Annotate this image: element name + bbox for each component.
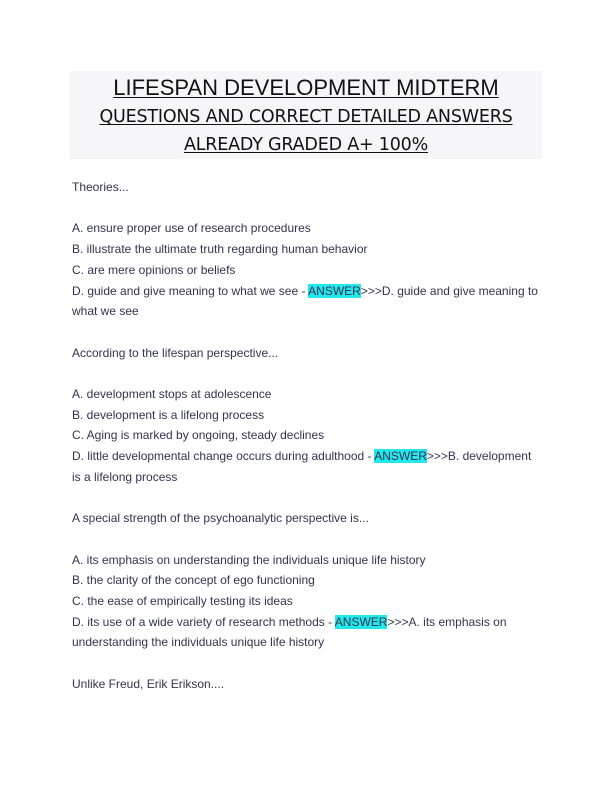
spacer <box>72 529 542 550</box>
correct-answer-continuation: what we see <box>72 304 139 319</box>
spacer <box>72 488 542 509</box>
answer-option: B. the clarity of the concept of ego functioning <box>72 573 315 588</box>
answer-option: C. Aging is marked by ongoing, steady declines <box>72 428 325 443</box>
question-prompt: Theories... <box>72 180 129 194</box>
title-line-3: ALREADY GRADED A+ 100% <box>183 135 429 155</box>
answer-option: B. development is a lifelong process <box>72 407 265 422</box>
question-prompt: According to the lifespan perspective... <box>72 345 279 360</box>
document-header <box>70 71 542 159</box>
answer-option-with-answer <box>72 446 542 467</box>
answer-option-with-answer <box>72 281 542 302</box>
document-body <box>72 177 542 694</box>
answer-arrow: >>> <box>426 449 448 464</box>
answer-option: A. ensure proper use of research procedures <box>72 221 311 236</box>
spacer <box>72 198 542 219</box>
answer-highlight: ANSWER <box>374 449 427 464</box>
answer-highlight: ANSWER <box>334 614 388 629</box>
correct-answer-text: D. guide and give meaning to <box>381 283 538 298</box>
answer-highlight: ANSWER <box>308 283 361 298</box>
option-text: D. its use of a wide variety of research methods - <box>72 614 335 629</box>
correct-answer-continuation: understanding the individuals unique life history <box>72 635 325 650</box>
spacer <box>72 653 542 674</box>
correct-answer-continuation: is a lifelong process <box>72 469 178 484</box>
answer-option: C. are mere opinions or beliefs <box>72 262 236 277</box>
title-line-2: QUESTIONS AND CORRECT DETAILED ANSWERS <box>99 107 513 127</box>
answer-option: B. illustrate the ultimate truth regarding human behavior <box>72 242 368 257</box>
answer-option-with-answer <box>72 612 542 633</box>
correct-answer-text: B. development <box>447 449 532 464</box>
answer-arrow: >>> <box>387 614 409 629</box>
option-text: D. guide and give meaning to what we see - <box>72 283 309 298</box>
answer-option: A. development stops at adolescence <box>72 386 272 401</box>
spacer <box>72 363 542 384</box>
spacer <box>72 322 542 343</box>
answer-arrow: >>> <box>360 283 382 298</box>
answer-option: C. the ease of empirically testing its ideas <box>72 593 293 608</box>
option-text: D. little developmental change occurs during adulthood - <box>72 449 375 464</box>
answer-option: A. its emphasis on understanding the individuals unique life history <box>72 552 426 567</box>
question-prompt: A special strength of the psychoanalytic perspective is... <box>72 511 369 526</box>
correct-answer-text: A. its emphasis on <box>408 614 507 629</box>
question-prompt: Unlike Freud, Erik Erikson.... <box>72 676 225 691</box>
title-line-1: LIFESPAN DEVELOPMENT MIDTERM <box>113 75 499 100</box>
